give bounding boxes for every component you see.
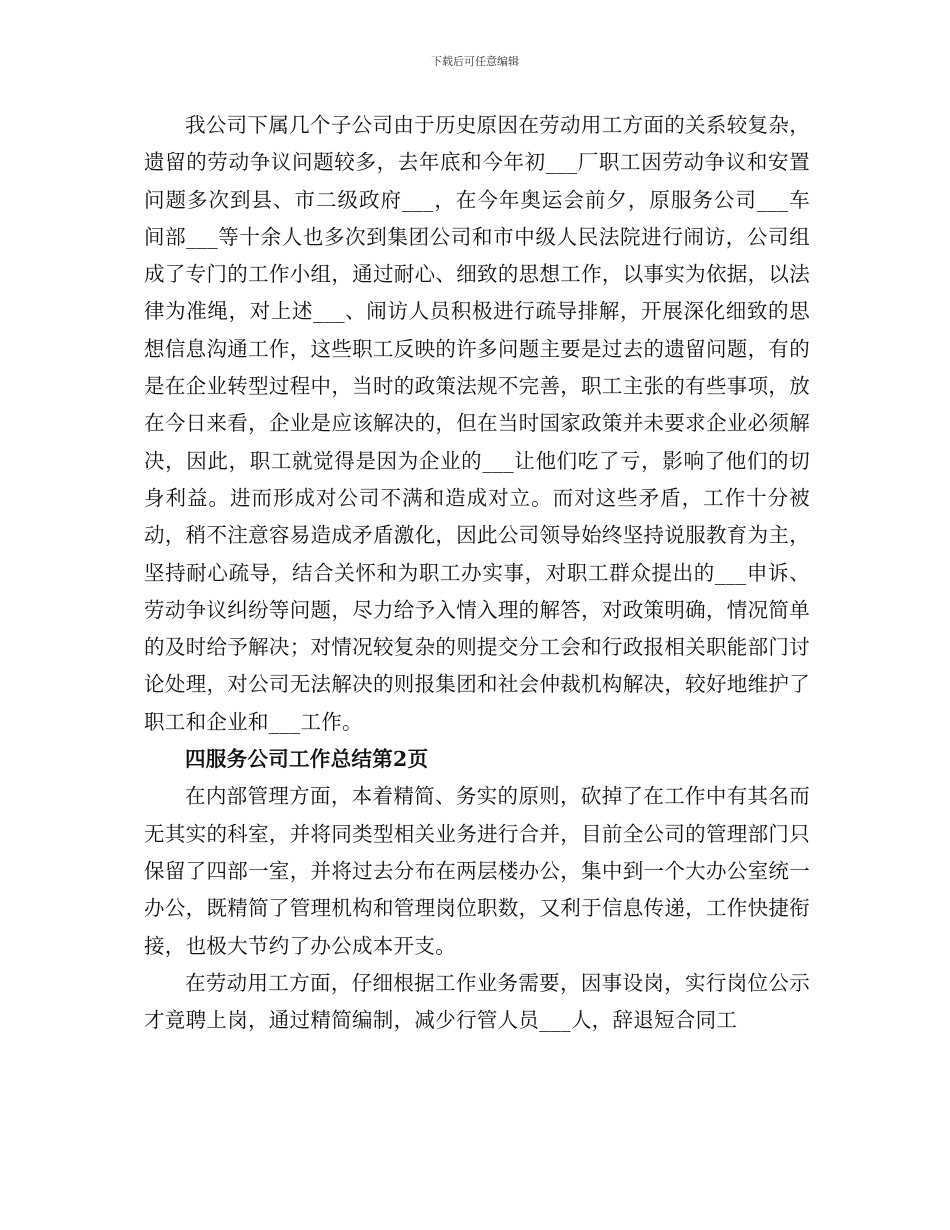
paragraph-labor-employment: 在劳动用工方面，仔细根据工作业务需要，因事设岗，实行岗位公示才竟聘上岗，通过精简编制，减少行管人员___人，辞退短合同工	[144, 970, 810, 1033]
document-body	[144, 107, 810, 1039]
paragraph-labor-disputes: 我公司下属几个子公司由于历史原因在劳动用工方面的关系较复杂，遗留的劳动争议问题较多，去年底和今年初___厂职工因劳动争议和安置问题多次到县、市二级政府___，在今年奥运会前夕，原服务公司___车间部___等十余人也多次到集团公司和市中级人民法院进行闹访，公司组成了专门的工作小组，通过耐心、细致的思想工作，以事实为依据，以法律为准绳，对上述___、闹访人员积极进行疏导排解，开展深化细致的思想信息沟通工作，这些职工反映的许多问题主要是过去的遗留问题，有的是在企业转型过程中，当时的政策法规不完善，职工主张的有些事项，放在今日来看，企业是应该解决的，但在当时国家政策并未要求企业必须解决，因此，职工就觉得是因为企业的___让他们吃了亏，影响了他们的切身利益。进而形成对公司不满和造成对立。而对这些矛盾，工作十分被动，稍不注意容易造成矛盾激化，因此公司领导始终坚持说服教育为主，坚持耐心疏导，结合关怀和为职工办实事，对职工群众提出的___申诉、劳动争议纠纷等问题，尽力给予入情入理的解答，对政策明确，情况简单的及时给予解决；对情况较复杂的则提交分工会和行政报相关职能部门讨论处理，对公司无法解决的则报集团和社会仲裁机构解决，较好地维护了职工和企业和___工作。	[144, 113, 810, 734]
page-header: 下载后可任意编辑	[431, 55, 519, 68]
section-heading: 四服务公司工作总结第2页	[185, 747, 429, 772]
paragraph-internal-management: 在内部管理方面，本着精简、务实的原则，砍掉了在工作中有其名而无其实的科室，并将同类型相关业务进行合并，目前全公司的管理部门只保留了四部一室，并将过去分布在两层楼办公，集中到一个大办公室统一办公，既精简了管理机构和管理岗位职数，又利于信息传递，工作快捷衔接，也极大节约了办公成本开支。	[144, 784, 810, 958]
